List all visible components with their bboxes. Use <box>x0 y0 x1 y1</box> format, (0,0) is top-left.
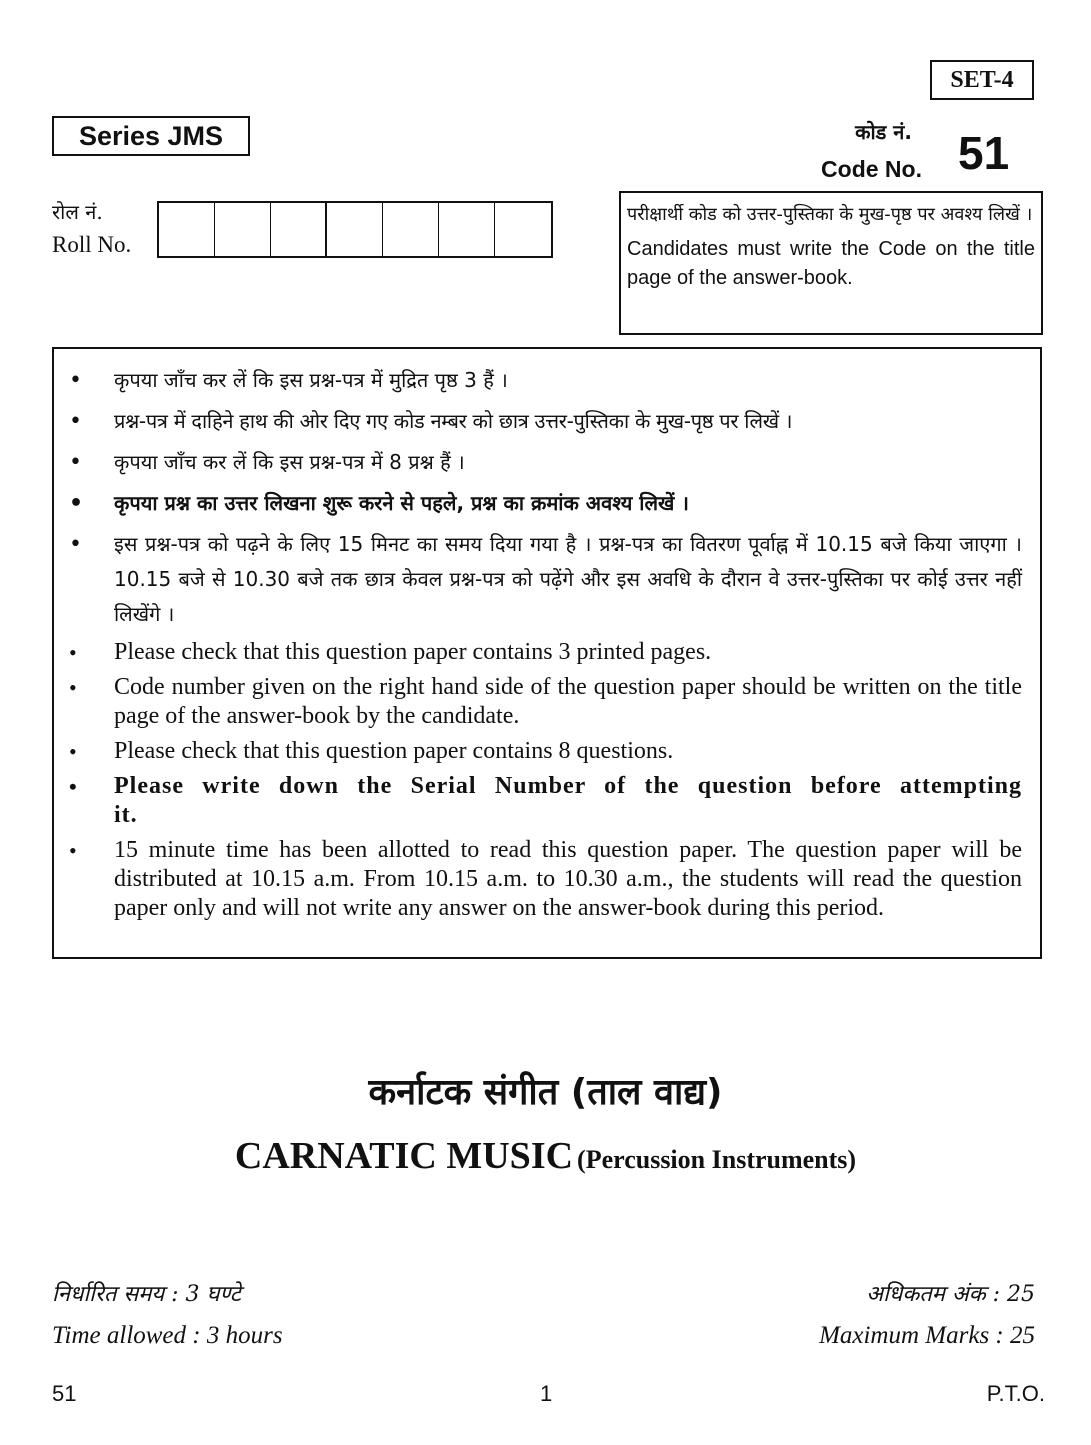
instructions-box <box>52 347 1042 959</box>
instruction-item-hindi: • प्रश्न-पत्र में दाहिने हाथ की ओर दिए गए कोड नम्बर को छात्र उत्तर-पुस्तिका के मुख-पृष्ठ पर लिखें । <box>54 404 1022 439</box>
instruction-item-hindi: • कृपया जाँच कर लें कि इस प्रश्न-पत्र में 8 प्रश्न हैं । <box>54 445 1022 480</box>
roll-label-english: Roll No. <box>52 232 132 257</box>
footer-code: 51 <box>52 1381 77 1406</box>
series-label: Series JMS <box>52 116 250 156</box>
roll-cell[interactable] <box>495 203 551 256</box>
time-allowed-english: Time allowed : 3 hours <box>52 1322 283 1349</box>
subject-title-main: CARNATIC MUSIC <box>234 1135 574 1177</box>
page-number: 1 <box>540 1381 553 1406</box>
code-label-hindi: कोड नं. <box>855 120 912 144</box>
instruction-item-english: • 15 minute time has been allotted to read this question paper. The question paper will be distributed at 10.15 a.m. From 10.15 a.m. to 10.30 a.m., the students will read the question paper only and will not write any answer on the answer-book during this period. <box>54 836 1022 923</box>
roll-cell[interactable] <box>271 203 327 256</box>
max-marks-english: Maximum Marks : 25 <box>819 1322 1035 1349</box>
max-marks-hindi: अधिकतम अंक : 25 <box>866 1282 1035 1307</box>
code-note-hindi: परीक्षार्थी कोड को उत्तर-पुस्तिका के मुख-पृष्ठ पर अवश्य लिखें । <box>627 204 1033 225</box>
roll-cell[interactable] <box>439 203 495 256</box>
instruction-item-english: • Please check that this question paper contains 8 questions. <box>54 737 1022 766</box>
pto-label: P.T.O. <box>986 1381 1045 1406</box>
code-number: 51 <box>958 127 1010 179</box>
code-instruction-box <box>619 191 1043 335</box>
subject-title-sub: (Percussion Instruments) <box>577 1145 857 1174</box>
roll-number-grid <box>157 201 553 258</box>
roll-label-hindi: रोल नं. <box>52 200 103 224</box>
time-allowed-hindi: निर्धारित समय : 3 घण्टे <box>52 1282 241 1307</box>
code-note-english: Candidates must write the Code on the title page of the answer-book. <box>627 238 1035 289</box>
roll-cell[interactable] <box>383 203 439 256</box>
instruction-item-english: • Please check that this question paper contains 3 printed pages. <box>54 638 1022 667</box>
instruction-item-hindi: • कृपया जाँच कर लें कि इस प्रश्न-पत्र में मुद्रित पृष्ठ 3 हैं । <box>54 363 1022 398</box>
roll-cell[interactable] <box>215 203 271 256</box>
instruction-item-hindi: • इस प्रश्न-पत्र को पढ़ने के लिए 15 मिनट का समय दिया गया है । प्रश्न-पत्र का वितरण पूर्वाह्न में 10.15 बजे किया जाएगा । 10.15 बजे से 10.30 बजे तक छात्र केवल प्रश्न-पत्र को पढ़ेंगे और इस अवधि के दौरान वे उत्तर-पुस्तिका पर कोई उत्तर नहीं लिखेंगे । <box>54 527 1022 632</box>
roll-cell[interactable] <box>327 203 383 256</box>
subject-title-english <box>0 1134 1091 1178</box>
set-label: SET-4 <box>930 60 1034 100</box>
subject-title-hindi: कर्नाटक संगीत (ताल वाद्य) <box>368 1072 723 1113</box>
instruction-item-english: • Please write down the Serial Number of the question before attempting it. <box>54 772 1022 830</box>
code-label-english: Code No. <box>821 156 922 182</box>
roll-cell[interactable] <box>159 203 215 256</box>
instruction-list <box>54 363 1022 923</box>
instruction-item-hindi: • कृपया प्रश्न का उत्तर लिखना शुरू करने से पहले, प्रश्न का क्रमांक अवश्य लिखें । <box>54 486 1022 521</box>
instruction-item-english: • Code number given on the right hand side of the question paper should be written on the title page of the answer-book by the candidate. <box>54 673 1022 731</box>
